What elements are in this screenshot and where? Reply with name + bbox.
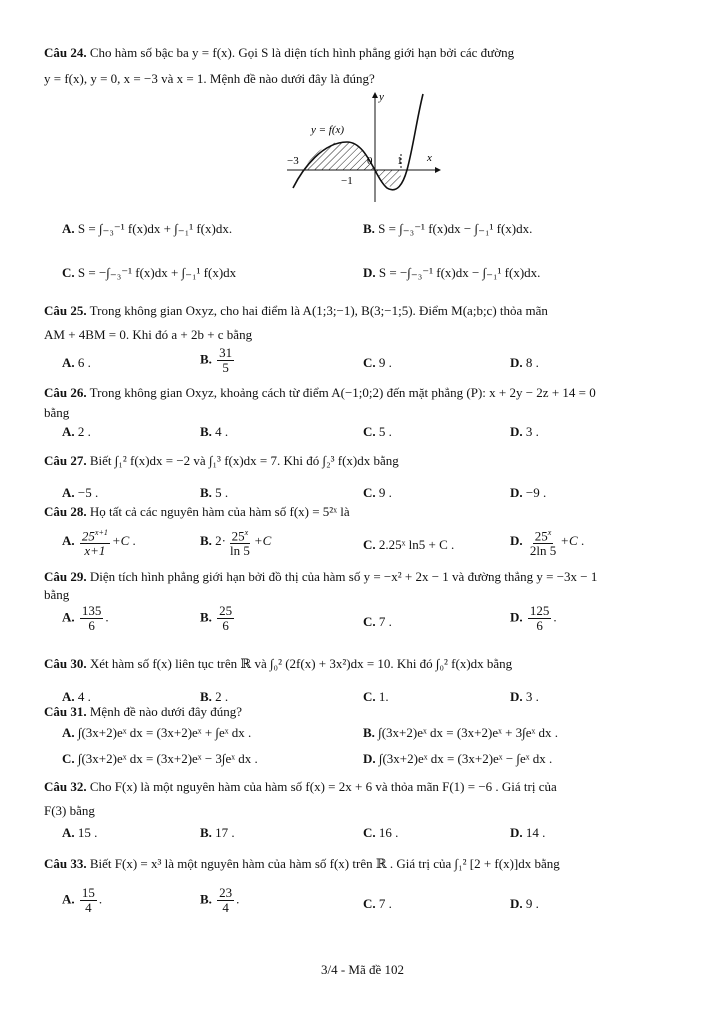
option-31a: A. ∫(3x+2)eˣ dx = (3x+2)eˣ + ∫eˣ dx . [62, 725, 252, 740]
option-26b: B. 4 . [200, 424, 229, 439]
tick-zero: 0 [367, 155, 373, 167]
option-32b: B. 17 . [200, 825, 235, 840]
tick-one: 1 [397, 155, 403, 167]
option-26d: D. 3 . [510, 424, 539, 439]
option-30b: B. 2 . [200, 689, 229, 704]
option-28a: A. $\frac{25^{x+1}}{x+1}$ +C . [62, 528, 136, 559]
question-32: Câu 32. Cho F(x) là một nguyên hàm của hàm số f(x) = 2x + 6 và thỏa mãn F(1) = −6 . Giá trị của [44, 779, 557, 794]
question-30: Câu 30. Xét hàm số f(x) liên tục trên ℝ và ∫₀² (2f(x) + 3x²)dx = 10. Khi đó ∫₀² f(x)dx bằng [44, 656, 513, 671]
tick-neg1: −1 [341, 175, 353, 187]
option-27b: B. 5 . [200, 485, 229, 500]
option-31d: D. ∫(3x+2)eˣ dx = (3x+2)eˣ − ∫eˣ dx . [363, 751, 553, 766]
option-31b: B. ∫(3x+2)eˣ dx = (3x+2)eˣ + 3∫eˣ dx . [363, 725, 559, 740]
option-29d: D. $\frac{125}{6}$ . [510, 603, 557, 633]
option-33b: B. $\frac{23}{4}$ . [200, 885, 240, 915]
option-24b: B. S = ∫₋₃⁻¹ f(x)dx − ∫₋₁¹ f(x)dx. [363, 221, 533, 236]
question-28: Câu 28. Họ tất cả các nguyên hàm của hàm số f(x) = 5²ˣ là [44, 504, 350, 519]
option-25d: D. 8 . [510, 355, 539, 370]
option-30c: C. 1. [363, 689, 389, 704]
option-32c: C. 16 . [363, 825, 399, 840]
curve [293, 94, 423, 190]
option-28b: B. 2· $\frac{25^x}{\ln 5}$ +C [200, 528, 272, 559]
question-25-line2: AM + 4BM = 0. Khi đó a + 2b + c bằng [44, 327, 253, 342]
option-26a: A. 2 . [62, 424, 91, 439]
option-27d: D. −9 . [510, 485, 547, 500]
tick-neg3: −3 [287, 155, 299, 167]
option-27c: C. 9 . [363, 485, 392, 500]
question-29-line2: bằng [44, 587, 70, 602]
x-label: x [427, 152, 432, 164]
option-28d: D. $\frac{25^x}{2\ln 5}$ +C . [510, 528, 585, 559]
option-27a: A. −5 . [62, 485, 99, 500]
option-25b: B. $\frac{31}{5}$ [200, 345, 233, 375]
question-24-line2: y = f(x), y = 0, x = −3 và x = 1. Mệnh đề nào dưới đây là đúng? [44, 71, 375, 86]
option-33a: A. $\frac{15}{4}$ . [62, 885, 103, 915]
option-30a: A. 4 . [62, 689, 91, 704]
option-30d: D. 3 . [510, 689, 539, 704]
question-27: Câu 27. Biết ∫₁² f(x)dx = −2 và ∫₁³ f(x)dx = 7. Khi đó ∫₂³ f(x)dx bằng [44, 453, 399, 468]
option-33d: D. 9 . [510, 896, 539, 911]
cubic-graph [283, 88, 443, 206]
option-29c: C. 7 . [363, 614, 392, 629]
graph-title: y = f(x) [311, 124, 345, 136]
question-29: Câu 29. Diện tích hình phẳng giới hạn bởi đồ thị của hàm số y = −x² + 2x − 1 và đường thẳng y = −3x − 1 [44, 569, 598, 584]
option-25c: C. 9 . [363, 355, 392, 370]
option-32a: A. 15 . [62, 825, 98, 840]
option-32d: D. 14 . [510, 825, 546, 840]
option-25a: A. 6 . [62, 355, 91, 370]
option-33c: C. 7 . [363, 896, 392, 911]
question-26-line2: bằng [44, 405, 70, 420]
y-label: y [379, 91, 384, 103]
question-31: Câu 31. Mệnh đề nào dưới đây đúng? [44, 704, 243, 719]
option-29b: B. $\frac{25}{6}$ [200, 603, 233, 633]
question-25: Câu 25. Trong không gian Oxyz, cho hai điểm là A(1;3;−1), B(3;−1;5). Điểm M(a;b;c) thỏa mãn [44, 303, 548, 318]
question-33: Câu 33. Biết F(x) = x³ là một nguyên hàm của hàm số f(x) trên ℝ . Giá trị của ∫₁² [2 + f(x)]dx bằng [44, 856, 560, 871]
option-28c: C. 2.25ˣ ln5 + C . [363, 537, 455, 552]
option-24d: D. S = −∫₋₃⁻¹ f(x)dx − ∫₋₁¹ f(x)dx. [363, 265, 541, 280]
option-31c: C. ∫(3x+2)eˣ dx = (3x+2)eˣ − 3∫eˣ dx . [62, 751, 258, 766]
question-number: Câu 24. [44, 45, 87, 60]
question-24 [44, 44, 685, 62]
question-26: Câu 26. Trong không gian Oxyz, khoảng cách từ điểm A(−1;0;2) đến mặt phẳng (P): x + 2y − 2z + 14 = 0 [44, 385, 596, 400]
option-29a: A. $\frac{135}{6}$ . [62, 603, 109, 633]
page-footer: 3/4 - Mã đề 102 [320, 962, 405, 977]
shaded-region-left [303, 142, 375, 170]
option-24a: A. S = ∫₋₃⁻¹ f(x)dx + ∫₋₁¹ f(x)dx. [62, 221, 233, 236]
option-26c: C. 5 . [363, 424, 392, 439]
option-24c: C. S = −∫₋₃⁻¹ f(x)dx + ∫₋₁¹ f(x)dx [62, 265, 237, 280]
question-text: Cho hàm số bậc ba y = f(x). Gọi S là diện tích hình phẳng giới hạn bởi các đường [89, 45, 515, 60]
question-32-line2: F(3) bằng [44, 803, 95, 818]
